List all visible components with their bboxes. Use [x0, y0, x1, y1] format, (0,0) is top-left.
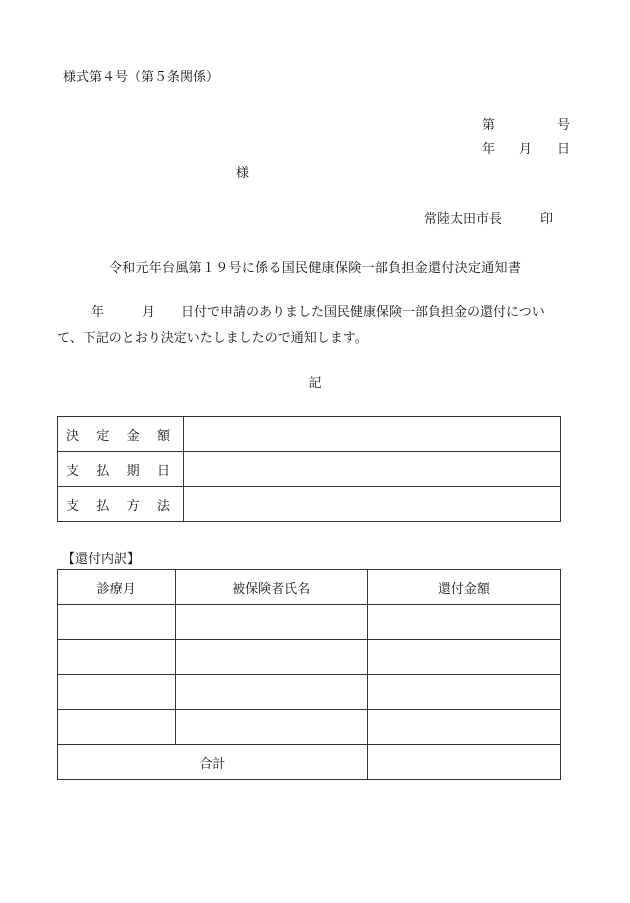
- body-paragraph: [57, 300, 567, 352]
- body-text: 日付で申請のありました国民健康保険一部負担金の還付について、下記のとおり決定いたしましたので通知します。: [57, 305, 545, 346]
- table-row: [58, 452, 561, 487]
- payment-date-value[interactable]: [184, 452, 561, 487]
- table-cell[interactable]: [367, 640, 560, 675]
- form-number: 様式第４号（第５条関係）: [63, 70, 220, 85]
- table-row: [58, 640, 561, 675]
- column-header-month: 診療月: [58, 570, 176, 605]
- table-cell[interactable]: [58, 640, 176, 675]
- addressee-suffix: 様: [236, 166, 250, 181]
- table-cell[interactable]: [367, 605, 560, 640]
- date-year: 年: [482, 142, 496, 157]
- table-cell[interactable]: [175, 605, 367, 640]
- column-header-insured-name: 被保険者氏名: [175, 570, 367, 605]
- seal-mark: 印: [540, 212, 554, 227]
- table-row: [58, 487, 561, 522]
- total-label: 合計: [58, 745, 368, 780]
- table-cell[interactable]: [58, 605, 176, 640]
- table-row: [58, 675, 561, 710]
- issuer-name: 常陸太田市長: [424, 212, 503, 227]
- table-cell[interactable]: [58, 710, 176, 745]
- column-header-refund-amount: 還付金額: [367, 570, 560, 605]
- document-title: 令和元年台風第１９号に係る国民健康保険一部負担金還付決定通知書: [108, 261, 522, 276]
- body-month: 月: [142, 305, 156, 320]
- breakdown-heading: 【還付内訳】: [62, 552, 141, 567]
- table-cell[interactable]: [58, 675, 176, 710]
- table-total-row: [58, 745, 561, 780]
- body-year: 年: [91, 305, 105, 320]
- number-prefix: 第: [482, 118, 496, 133]
- payment-date-label: 支 払 期 日: [58, 452, 184, 487]
- table-cell[interactable]: [175, 640, 367, 675]
- table-row: [58, 710, 561, 745]
- ki-heading: 記: [308, 376, 322, 391]
- payment-method-value[interactable]: [184, 487, 561, 522]
- date-month: 月: [519, 142, 533, 157]
- number-suffix: 号: [557, 118, 571, 133]
- total-value[interactable]: [367, 745, 560, 780]
- date-day: 日: [557, 142, 571, 157]
- table-row: [58, 417, 561, 452]
- payment-method-label: 支 払 方 法: [58, 487, 184, 522]
- decision-amount-label: 決 定 金 額: [58, 417, 184, 452]
- breakdown-table: [57, 569, 561, 780]
- table-cell[interactable]: [367, 710, 560, 745]
- table-cell[interactable]: [175, 675, 367, 710]
- table-header-row: [58, 570, 561, 605]
- table-cell[interactable]: [367, 675, 560, 710]
- decision-amount-value[interactable]: [184, 417, 561, 452]
- table-row: [58, 605, 561, 640]
- decision-table: [57, 416, 561, 522]
- table-cell[interactable]: [175, 710, 367, 745]
